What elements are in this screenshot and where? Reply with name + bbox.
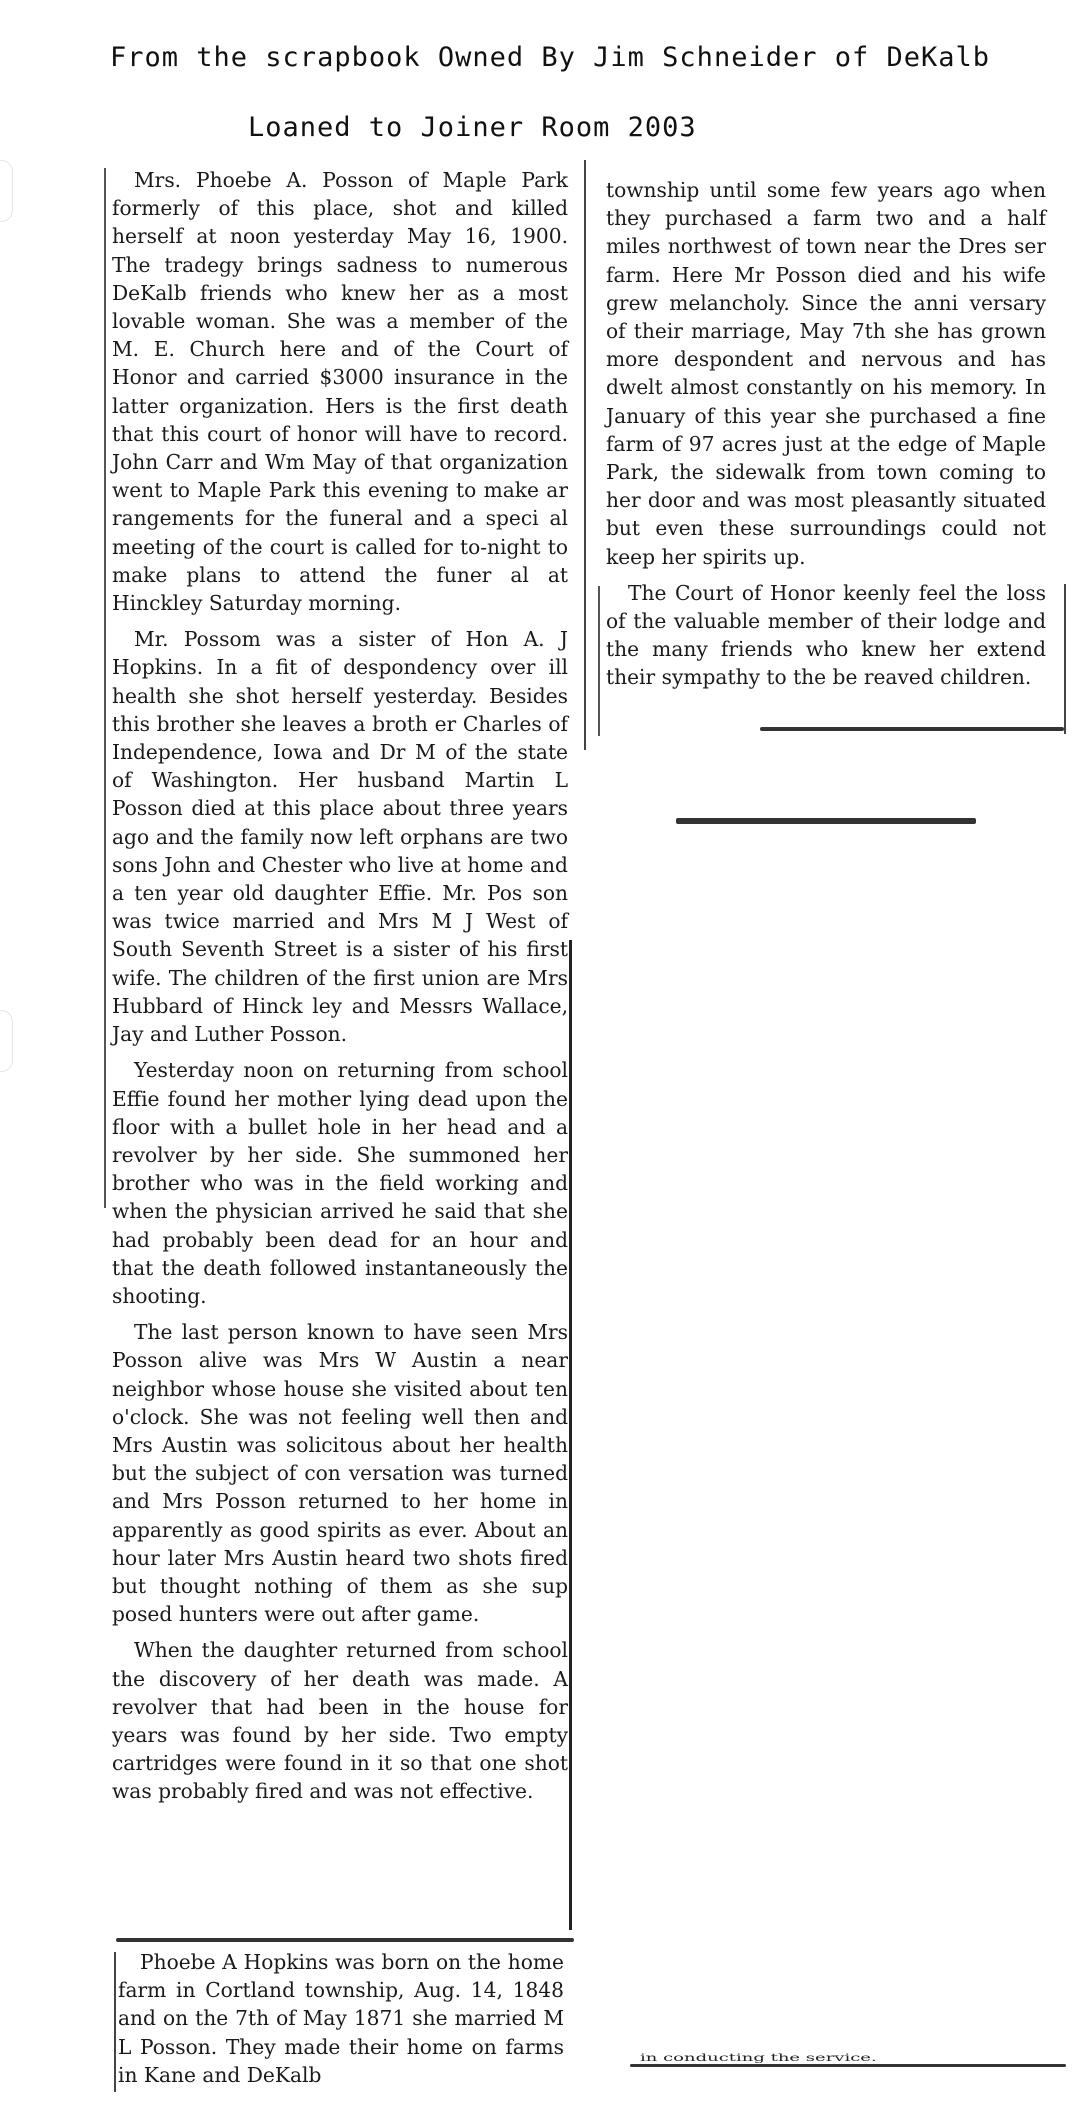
article-paragraph: The Court of Honor keenly feel the loss of the valuable member of their lodge and the many friends who knew her extend their sympathy to the be reaved children.: [606, 580, 1046, 690]
article-left-column: [112, 166, 568, 1814]
scrapbook-header: From the scrapbook Owned By Jim Schneider of DeKalb: [110, 42, 991, 73]
center-divider: [584, 160, 586, 750]
scrap-edge: [630, 2064, 1066, 2067]
article-paragraph: Mrs. Phoebe A. Posson of Maple Park formerly of this place, shot and killed herself at noon yesterday May 16, 1900. The tradegy brings sadness to numerous DeKalb friends who knew her as a most lovable woman. She was a member of the M. E. Church here and of the Court of Honor and carried $3000 insurance in the latter organization. Hers is the first death that this court of honor will have to record. John Carr and Wm May of that organization went to Maple Park this evening to make ar rangements for the funeral and a speci al meeting of the court is called for to-night to make plans to attend the funer al at Hinckley Saturday morning.: [112, 168, 568, 616]
article-paragraph: When the daughter returned from school the discovery of her death was made. A revolver that had been in the house for years was found by her side. Two empty cartridges were found in it so that one shot was probably fired and was not effective.: [112, 1638, 568, 1804]
page-edge-mark-top: [0, 160, 13, 222]
loan-note: Loaned to Joiner Room 2003: [248, 112, 697, 143]
left-clipping-border: [104, 168, 106, 1208]
page-edge-mark-bottom: [0, 1010, 13, 1072]
article-paragraph: Yesterday noon on returning from school Effie found her mother lying dead upon the floor with a bullet hole in her head and a revolver by her side. She summoned her brother who was in the field working and when the physician arrived he said that she had probably been dead for an hour and that the death followed instantaneously the shooting.: [112, 1058, 568, 1308]
scrap-fragment: in conducting the service.: [640, 2052, 877, 2064]
right-clipping-bottom-edge: [760, 727, 1064, 731]
lower-right-border: [569, 940, 572, 1930]
bottom-clipping-border: [114, 1952, 116, 2092]
right-clipping-border: [598, 586, 600, 736]
article-paragraph: township until some few years ago when they purchased a farm two and a half miles northwest of town near the Dres ser farm. Here Mr Posson died and his wife grew melancholy. Since the anni versary of their marriage, May 7th she has grown more despondent and nervous and has dwelt almost constantly on his memory. In January of this year she purchased a fine farm of 97 acres just at the edge of Maple Park, the sidewalk from town coming to her door and was most pleasantly situated but even these surroundings could not keep her spirits up.: [606, 178, 1046, 569]
obituary-bottom-clipping: [118, 1948, 564, 2097]
article-right-column: [606, 176, 1046, 700]
article-paragraph: Phoebe A Hopkins was born on the home farm in Cortland township, Aug. 14, 1848 and on the 7th of May 1871 she married M L Posson. They made their home on farms in Kane and DeKalb: [118, 1950, 564, 2087]
article-paragraph: The last person known to have seen Mrs Posson alive was Mrs W Austin a near neighbor whose house she visited about ten o'clock. She was not feeling well then and Mrs Austin was solicitous about her health but the subject of con versation was turned and Mrs Posson returned to her home in apparently as good spirits as ever. About an hour later Mrs Austin heard two shots fired but thought nothing of them as she sup posed hunters were out after game.: [112, 1320, 568, 1627]
right-clipping-edge: [1064, 584, 1066, 734]
article-paragraph: Mr. Possom was a sister of Hon A. J Hopkins. In a fit of despondency over ill health she shot herself yesterday. Besides this brother she leaves a broth er Charles of Independence, Iowa and Dr M of the state of Washington. Her husband Martin L Posson died at this place about three years ago and the family now left orphans are two sons John and Chester who live at home and a ten year old daughter Effie. Mr. Pos son was twice married and Mrs M J West of South Seventh Street is a sister of his first wife. The children of the first union are Mrs Hubbard of Hinck ley and Messrs Wallace, Jay and Luther Posson.: [112, 627, 568, 1047]
torn-strip: [676, 818, 976, 824]
section-separator: [116, 1938, 574, 1942]
